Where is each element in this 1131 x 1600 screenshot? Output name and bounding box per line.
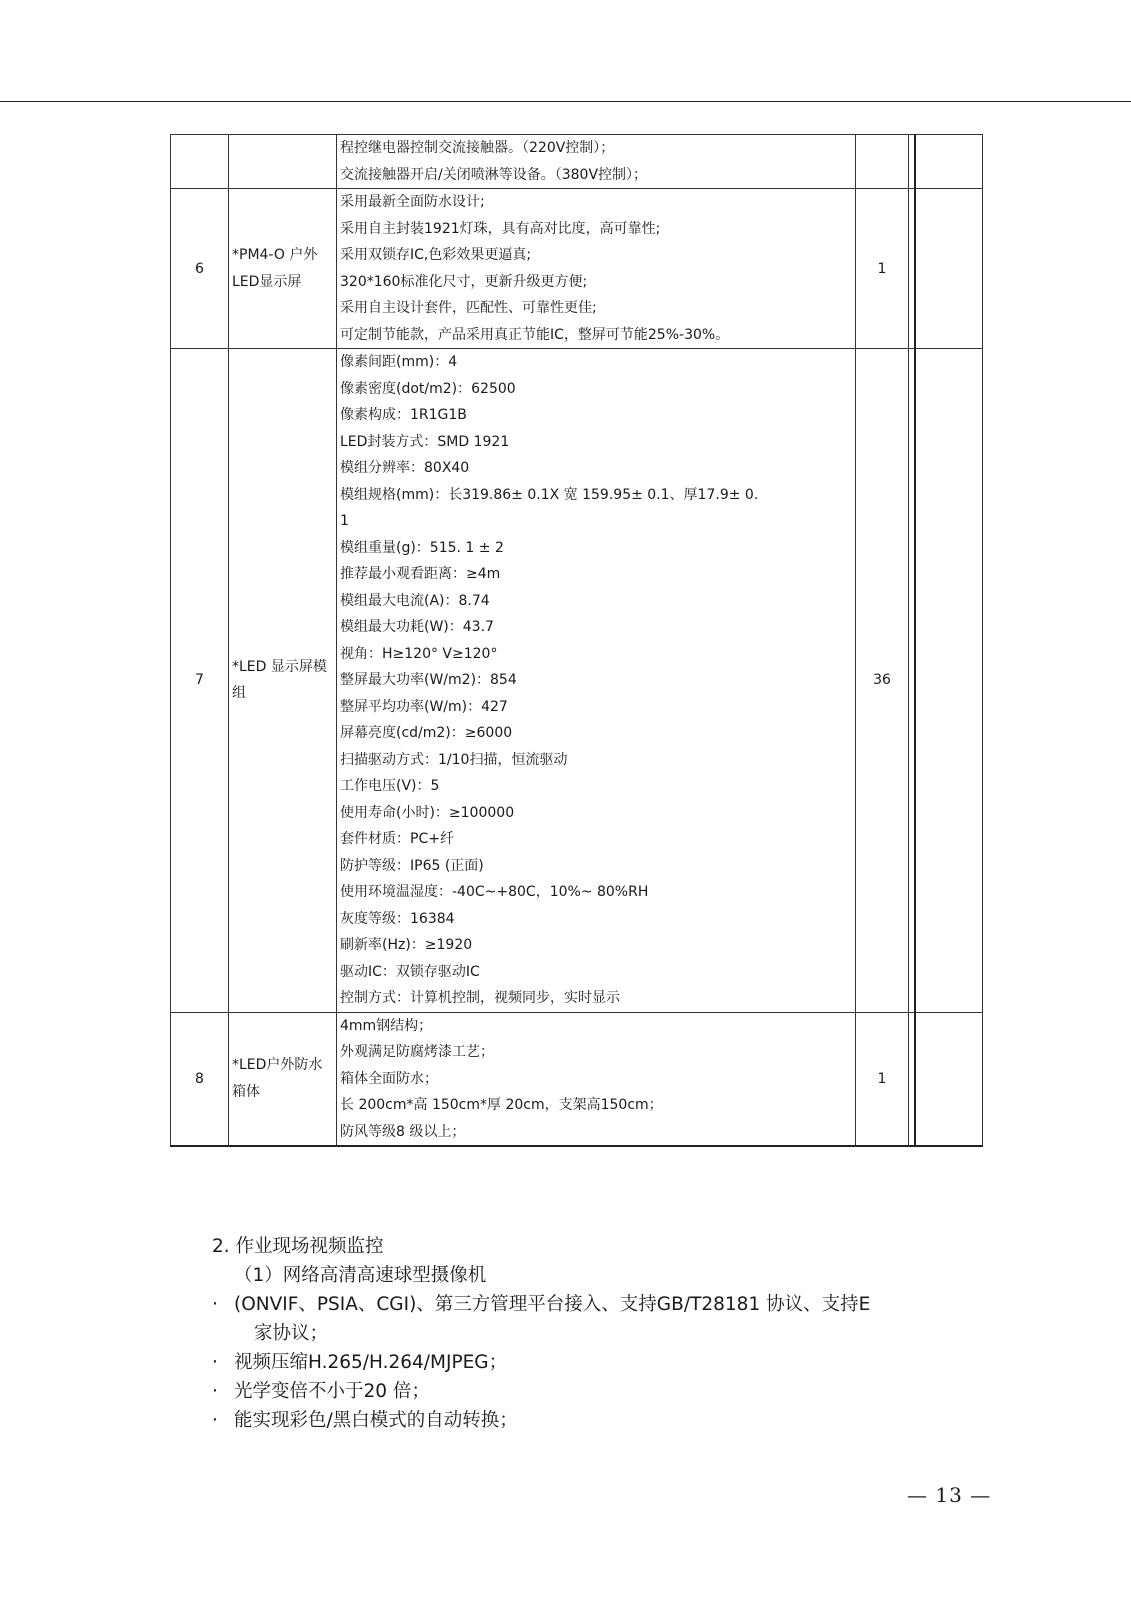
section-heading: 2. 作业现场视频监控 — [212, 1236, 384, 1257]
item-name: *LED 显示屏模组 — [229, 349, 337, 1013]
empty-cell — [915, 189, 983, 349]
spec-line: 长 200cm*高 150cm*厚 20cm，支架高150cm； — [340, 1097, 663, 1113]
page-number: — 13 — — [907, 1483, 992, 1507]
spec-line: 模组重量(g)：515. 1 ± 2 — [340, 539, 504, 556]
spec-line: 推荐最小观看距离：≥4m — [340, 566, 501, 582]
item-quantity: 1 — [856, 189, 909, 349]
spec-list — [340, 349, 855, 1012]
spec-line: 驱动IC：双锁存驱动IC — [340, 963, 480, 980]
spec-line: 使用寿命(小时)：≥100000 — [340, 804, 515, 821]
requirement-item — [212, 1406, 932, 1435]
spec-table — [170, 134, 983, 1147]
spec-line: LED封装方式：SMD 1921 — [340, 433, 510, 450]
item-specs — [337, 1012, 856, 1146]
section-body — [212, 1232, 932, 1435]
spec-line: 模组最大功耗(W)：43.7 — [340, 619, 494, 635]
requirement-list — [212, 1290, 932, 1435]
spec-line: 整屏最大功率(W/m2)：854 — [340, 672, 517, 688]
item-name: *LED户外防水箱体 — [229, 1012, 337, 1146]
bullet-marker: · — [212, 1381, 218, 1402]
spec-line: 灰度等级：16384 — [340, 910, 455, 927]
spec-line: 像素构成：1R1G1B — [340, 407, 467, 423]
empty-cell — [915, 135, 983, 189]
spec-line: 防护等级：IP65 (正面) — [340, 857, 484, 874]
empty-cell — [915, 1012, 983, 1146]
spec-line: 防风等级8 级以上； — [340, 1123, 466, 1140]
row-index — [171, 135, 229, 189]
spec-line: 模组规格(mm)：长319.86± 0.1X 宽 159.95± 0.1、厚17.9± 0. — [340, 486, 759, 503]
spec-line: 1 — [340, 513, 349, 529]
spec-line: 模组分辨率：80X40 — [340, 460, 470, 476]
requirement-text-continued: 家协议； — [254, 1323, 329, 1344]
table-row — [171, 1012, 983, 1146]
spec-list — [340, 189, 855, 348]
item-specs — [337, 189, 856, 349]
item-specs — [337, 135, 856, 189]
row-index: 6 — [171, 189, 229, 349]
spec-line: 刷新率(Hz)：≥1920 — [340, 937, 473, 953]
spec-line: 4mm钢结构； — [340, 1017, 433, 1034]
header-rule — [0, 101, 1131, 102]
table-row — [171, 349, 983, 1013]
table-row — [171, 189, 983, 349]
spec-line: 采用最新全面防水设计; — [340, 194, 485, 210]
requirement-item — [212, 1348, 932, 1377]
bullet-marker: · — [212, 1352, 218, 1373]
row-index: 8 — [171, 1012, 229, 1146]
bullet-marker: · — [212, 1294, 218, 1315]
spec-line: 采用自主封装1921灯珠，具有高对比度，高可靠性; — [340, 220, 661, 237]
item-quantity: 1 — [856, 1012, 909, 1146]
item-name — [229, 135, 337, 189]
spec-line: 工作电压(V)：5 — [340, 778, 440, 794]
section-subheading: （1）网络高清高速球型摄像机 — [234, 1265, 487, 1286]
spec-line: 程控继电器控制交流接触器。（220V控制）； — [340, 140, 615, 156]
row-index: 7 — [171, 349, 229, 1013]
spec-line: 可定制节能款，产品采用真正节能IC，整屏可节能25%-30%。 — [340, 326, 730, 343]
requirement-text: 能实现彩色/黑白模式的自动转换； — [234, 1410, 518, 1431]
spec-line: 扫描驱动方式：1/10扫描，恒流驱动 — [340, 751, 568, 768]
spec-line: 交流接触器开启/关闭喷淋等设备。（380V控制）； — [340, 166, 648, 183]
spec-line: 视角：H≥120° V≥120° — [340, 645, 498, 662]
item-specs — [337, 349, 856, 1013]
item-name: *PM4-O 户外LED显示屏 — [229, 189, 337, 349]
requirement-text: 光学变倍不小于20 倍； — [234, 1381, 430, 1402]
spec-line: 外观满足防腐烤漆工艺； — [340, 1044, 494, 1060]
spec-line: 像素间距(mm)：4 — [340, 354, 458, 370]
spec-line: 模组最大电流(A)：8.74 — [340, 592, 490, 609]
spec-line: 套件材质：PC+纤 — [340, 831, 454, 847]
spec-line: 整屏平均功率(W/m)：427 — [340, 698, 508, 715]
item-quantity: 36 — [856, 349, 909, 1013]
empty-cell — [915, 349, 983, 1013]
spec-line: 采用双锁存IC,色彩效果更逼真; — [340, 247, 532, 263]
spec-line: 控制方式：计算机控制，视频同步，实时显示 — [340, 990, 620, 1006]
requirement-item — [212, 1290, 932, 1348]
spec-line: 像素密度(dot/m2)：62500 — [340, 380, 516, 397]
item-quantity — [856, 135, 909, 189]
spec-line: 采用自主设计套件，匹配性、可靠性更佳; — [340, 300, 597, 316]
bullet-marker: · — [212, 1410, 218, 1431]
spec-list — [340, 135, 855, 188]
requirement-text: 视频压缩H.265/H.264/MJPEG； — [234, 1352, 508, 1373]
spec-line: 箱体全面防水； — [340, 1070, 438, 1087]
spec-line: 使用环境温湿度：-40C~+80C，10%~ 80%RH — [340, 884, 649, 900]
requirement-text: (ONVIF、PSIA、CGI)、第三方管理平台接入、支持GB/T28181 协议、支持E — [234, 1294, 871, 1315]
table-row — [171, 135, 983, 189]
spec-list — [340, 1013, 855, 1146]
spec-line: 320*160标准化尺寸，更新升级更方便; — [340, 273, 588, 290]
requirement-item — [212, 1377, 932, 1406]
spec-line: 屏幕亮度(cd/m2)：≥6000 — [340, 725, 513, 741]
